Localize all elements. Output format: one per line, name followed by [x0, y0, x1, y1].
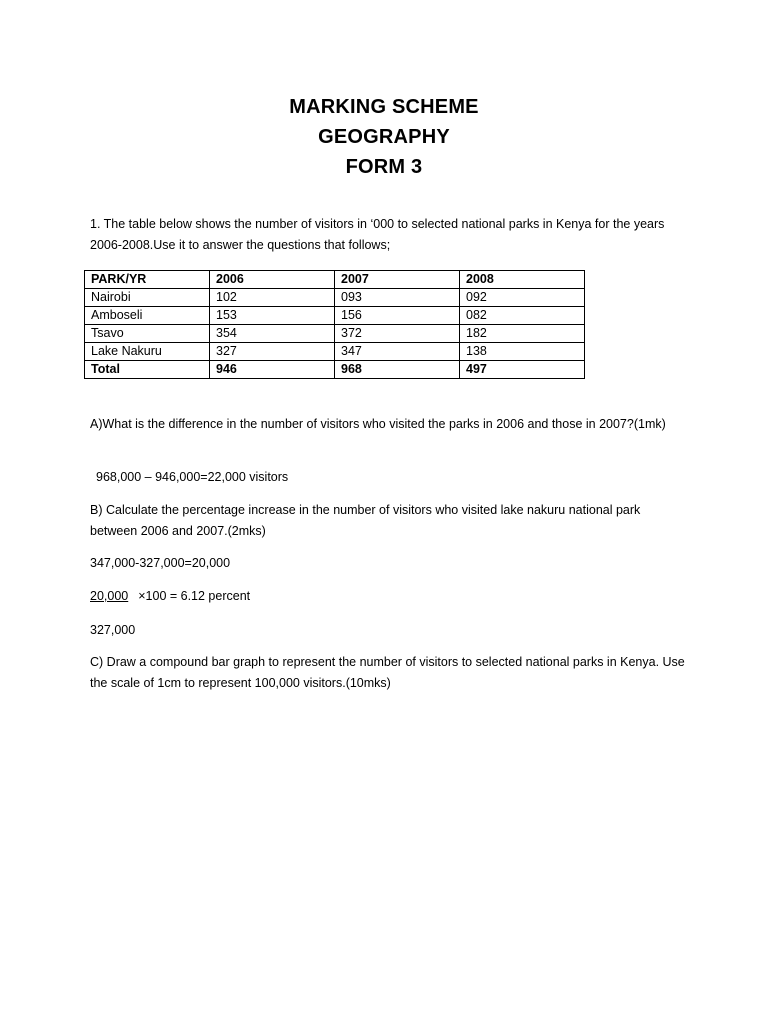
fraction-result: ×100 = 6.12 percent [138, 589, 251, 603]
table-row [85, 289, 585, 307]
table-total-cell: 968 [335, 361, 460, 379]
table-cell: 327 [210, 343, 335, 361]
title-line-3: FORM 3 [345, 156, 423, 178]
table-cell: 093 [335, 289, 460, 307]
question-a: A)What is the difference in the number of visitors who visited the parks in 2006 and those in 2007?(1mk) [90, 417, 666, 431]
question-c: C) Draw a compound bar graph to represent the number of visitors to selected national parks in Kenya. Use the scale of 1cm to represent 100,000 visitors.(10mks) [90, 655, 685, 690]
visitors-table [84, 270, 585, 379]
table-total-cell: 497 [460, 361, 585, 379]
fraction-denominator: 327,000 [90, 623, 136, 637]
question-1-intro: 1. The table below shows the number of visitors in ‘000 to selected national parks in Kenya for the years 2006-2008.Use it to answer the questions that follows; [90, 217, 665, 252]
question-b: B) Calculate the percentage increase in the number of visitors who visited lake nakuru national park between 2006 and 2007.(2mks) [90, 503, 641, 538]
table-cell: 156 [335, 307, 460, 325]
title-line-1: MARKING SCHEME [289, 96, 479, 118]
table-cell: Lake Nakuru [85, 343, 210, 361]
table-header-cell: 2008 [460, 271, 585, 289]
table-cell: Nairobi [85, 289, 210, 307]
table-cell: 138 [460, 343, 585, 361]
table-row [85, 343, 585, 361]
answer-a: 968,000 – 946,000=22,000 visitors [96, 470, 289, 484]
table-cell: 153 [210, 307, 335, 325]
table-row [85, 307, 585, 325]
table-cell: 182 [460, 325, 585, 343]
table-header-row [85, 271, 585, 289]
table-cell: 092 [460, 289, 585, 307]
table-cell: 372 [335, 325, 460, 343]
document-title [0, 92, 768, 182]
table-cell: 082 [460, 307, 585, 325]
answer-b-fraction [90, 586, 690, 607]
table-cell: Tsavo [85, 325, 210, 343]
table-total-cell: 946 [210, 361, 335, 379]
table-cell: Amboseli [85, 307, 210, 325]
table-header-cell: 2007 [335, 271, 460, 289]
table-row [85, 325, 585, 343]
title-line-2: GEOGRAPHY [318, 126, 450, 148]
table-cell: 102 [210, 289, 335, 307]
table-cell: 347 [335, 343, 460, 361]
table-header-cell: PARK/YR [85, 271, 210, 289]
table-total-cell: Total [85, 361, 210, 379]
answer-b-difference: 347,000-327,000=20,000 [90, 556, 231, 570]
table-cell: 354 [210, 325, 335, 343]
fraction-numerator: 20,000 [90, 589, 129, 603]
table-total-row [85, 361, 585, 379]
table-header-cell: 2006 [210, 271, 335, 289]
